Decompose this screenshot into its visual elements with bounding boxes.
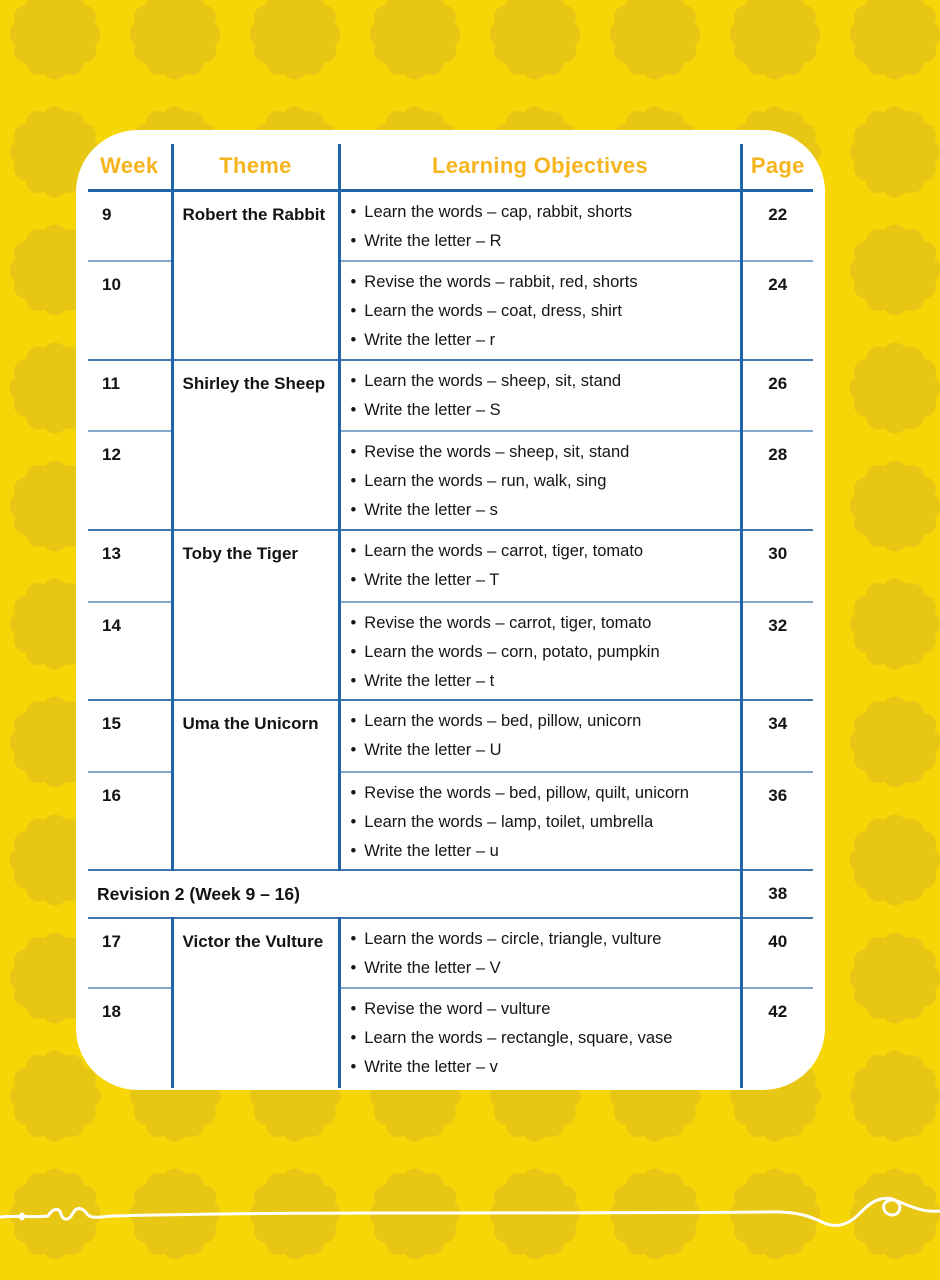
week-cell: 16: [88, 772, 172, 870]
page-number: 26: [741, 360, 813, 431]
objectives-cell: [339, 431, 741, 530]
header-theme: Theme: [172, 144, 339, 190]
objective-bullet: • Learn the words – carrot, tiger, tomato: [351, 537, 736, 566]
objectives-cell: [339, 772, 741, 870]
week-cell: 9: [88, 190, 172, 261]
lesson-row: [88, 360, 813, 431]
theme-cell: Robert the Rabbit: [172, 190, 339, 360]
objectives-cell: [339, 360, 741, 431]
week-cell: 10: [88, 261, 172, 360]
objective-bullet: • Write the letter – T: [351, 566, 736, 595]
page-number: 28: [741, 431, 813, 530]
objective-bullet: • Revise the words – carrot, tiger, tomato: [351, 609, 736, 638]
objective-bullet: • Learn the words – circle, triangle, vulture: [351, 925, 736, 954]
page-number: 38: [741, 870, 813, 918]
objective-bullet: • Write the letter – R: [351, 227, 736, 256]
objectives-cell: [339, 261, 741, 360]
objectives-cell: [339, 530, 741, 602]
week-cell: 11: [88, 360, 172, 431]
objective-bullet: • Learn the words – sheep, sit, stand: [351, 367, 736, 396]
header-week: Week: [88, 144, 172, 190]
lesson-row: [88, 918, 813, 988]
week-cell: 17: [88, 918, 172, 988]
objectives-cell: [339, 988, 741, 1088]
objective-bullet: • Learn the words – corn, potato, pumpkin: [351, 638, 736, 667]
page-number: 24: [741, 261, 813, 360]
objective-bullet: • Revise the words – bed, pillow, quilt, unicorn: [351, 779, 736, 808]
contents-table: [88, 144, 813, 1088]
objective-bullet: • Learn the words – run, walk, sing: [351, 467, 736, 496]
objective-bullet: • Write the letter – r: [351, 326, 736, 355]
objectives-cell: [339, 602, 741, 700]
header-learning-objectives: Learning Objectives: [339, 144, 741, 190]
theme-cell: Shirley the Sheep: [172, 360, 339, 530]
page-number: 42: [741, 988, 813, 1088]
objectives-cell: [339, 700, 741, 772]
revision-label: Revision 2 (Week 9 – 16): [88, 870, 741, 918]
page-number: 32: [741, 602, 813, 700]
objective-bullet: • Write the letter – t: [351, 667, 736, 696]
header-page: Page: [741, 144, 813, 190]
objectives-cell: [339, 918, 741, 988]
objective-bullet: • Learn the words – lamp, toilet, umbrella: [351, 808, 736, 837]
week-cell: 13: [88, 530, 172, 602]
theme-cell: Victor the Vulture: [172, 918, 339, 1088]
objective-bullet: • Revise the words – rabbit, red, shorts: [351, 268, 736, 297]
contents-card: [76, 130, 825, 1090]
page-number: 34: [741, 700, 813, 772]
objective-bullet: • Write the letter – V: [351, 954, 736, 983]
page-number: 40: [741, 918, 813, 988]
objective-bullet: • Write the letter – S: [351, 396, 736, 425]
page-number: 30: [741, 530, 813, 602]
objective-bullet: • Learn the words – coat, dress, shirt: [351, 297, 736, 326]
lesson-row: [88, 700, 813, 772]
objective-bullet: • Write the letter – v: [351, 1053, 736, 1082]
revision-row: [88, 870, 813, 918]
theme-cell: Uma the Unicorn: [172, 700, 339, 870]
objectives-cell: [339, 190, 741, 261]
objective-bullet: • Revise the word – vulture: [351, 995, 736, 1024]
objective-bullet: • Learn the words – cap, rabbit, shorts: [351, 198, 736, 227]
week-cell: 14: [88, 602, 172, 700]
week-cell: 12: [88, 431, 172, 530]
week-cell: 18: [102, 1002, 121, 1021]
lesson-row: [88, 530, 813, 602]
objective-bullet: • Write the letter – U: [351, 736, 736, 765]
objective-bullet: • Learn the words – bed, pillow, unicorn: [351, 707, 736, 736]
header-row: [88, 144, 813, 190]
lesson-row: [88, 190, 813, 261]
objective-bullet: • Revise the words – sheep, sit, stand: [351, 438, 736, 467]
week-cell: 15: [88, 700, 172, 772]
objective-bullet: • Write the letter – s: [351, 496, 736, 525]
page-number: 36: [741, 772, 813, 870]
objective-bullet: • Learn the words – rectangle, square, vase: [351, 1024, 736, 1053]
theme-cell: Toby the Tiger: [172, 530, 339, 700]
objective-bullet: • Write the letter – u: [351, 837, 736, 866]
page-number: 22: [741, 190, 813, 261]
